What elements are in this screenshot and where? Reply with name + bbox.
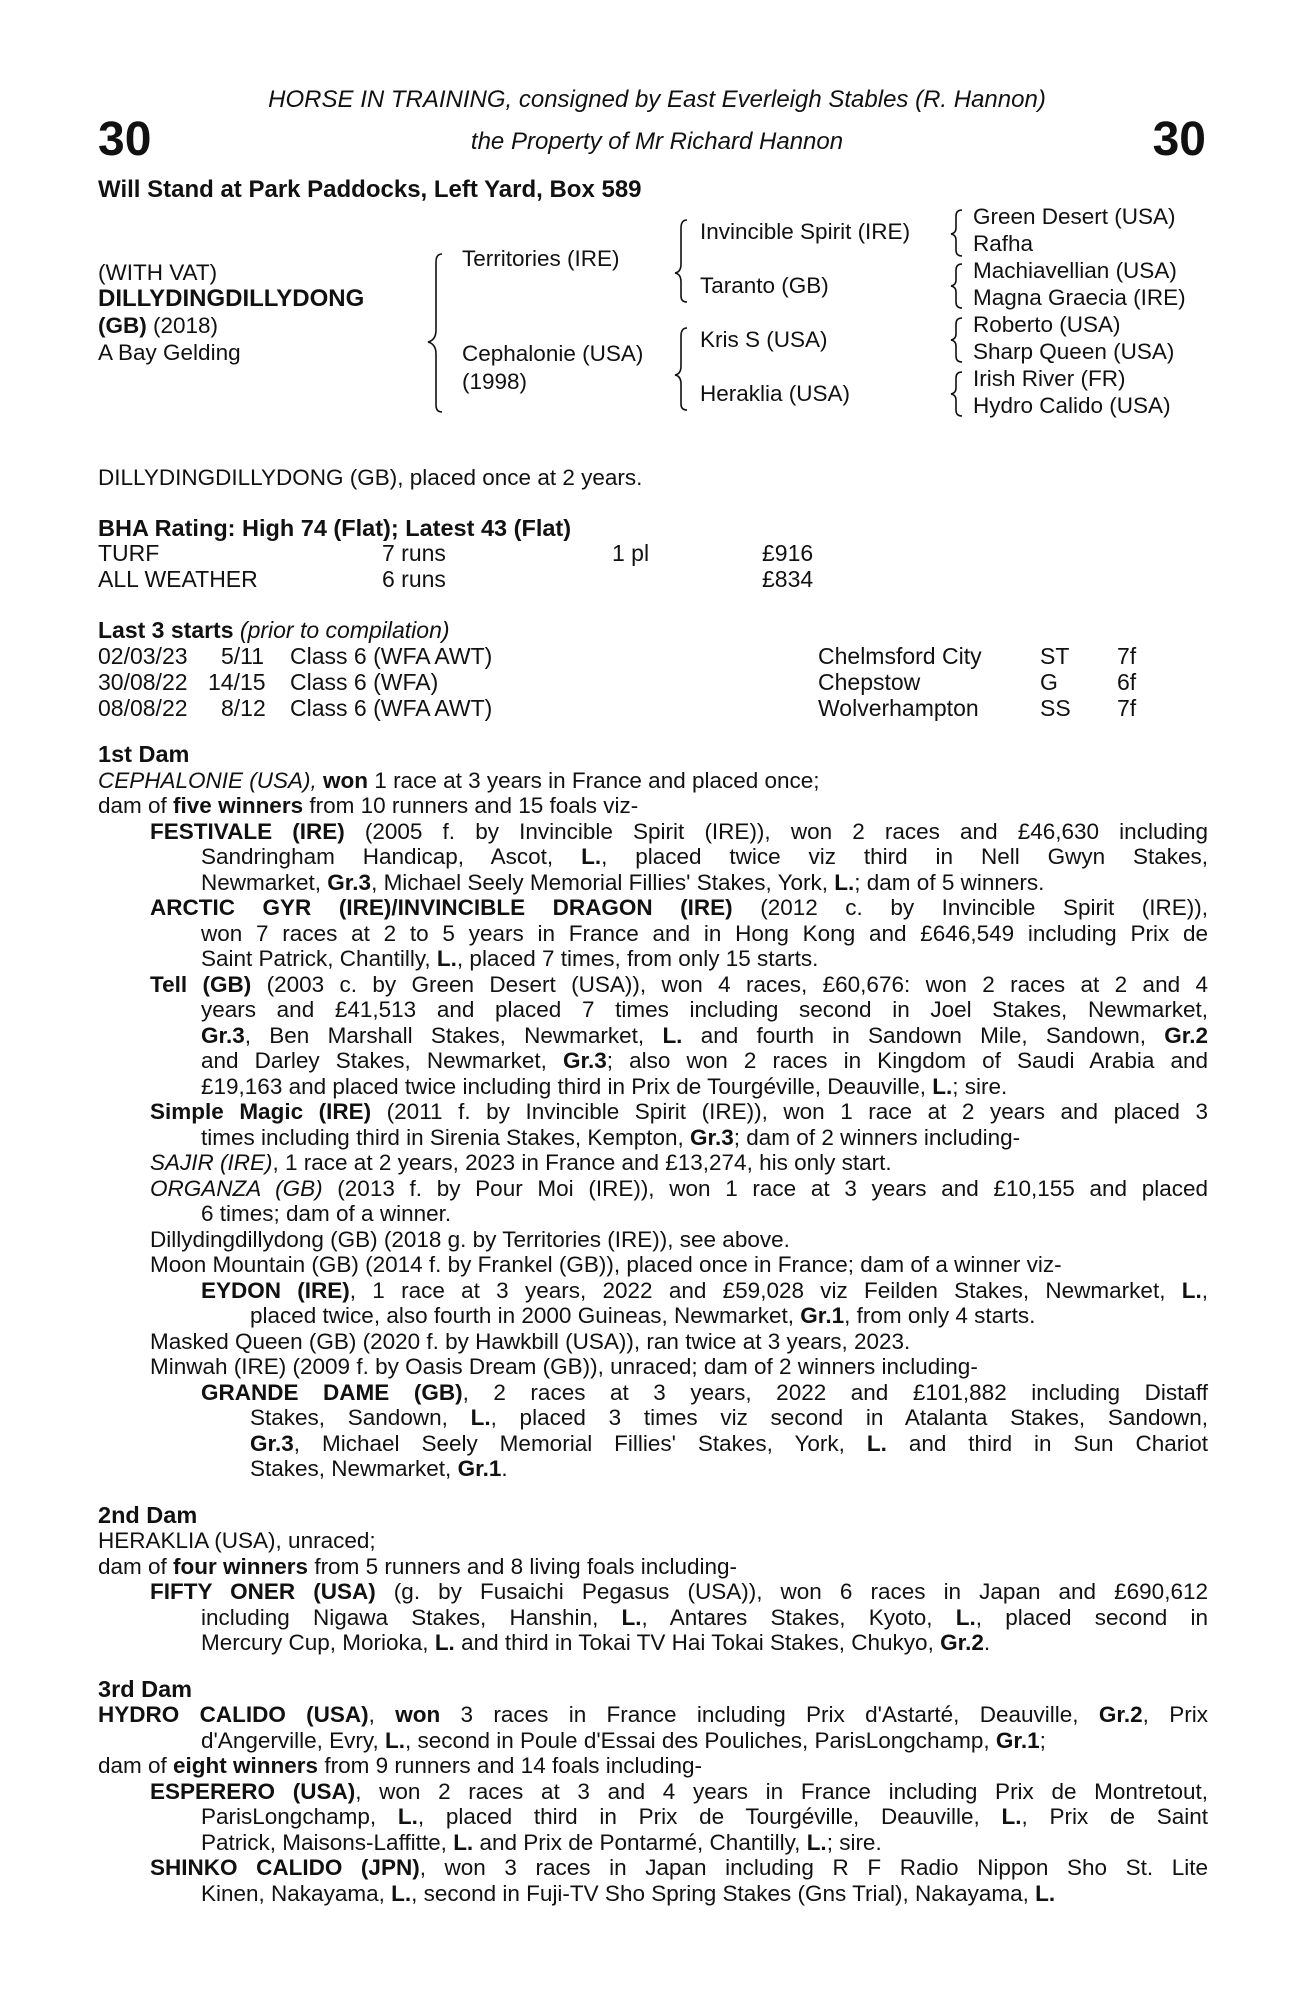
g-brace-2 — [951, 264, 962, 308]
progeny-organza-line2: 6 times; dam of a winner. — [201, 1201, 452, 1226]
progeny-esperero-line2: ParisLongchamp, L., placed third in Prix de Tourgéville, Deauville, L., Prix de Saint — [201, 1804, 1208, 1829]
start-race: Class 6 (WFA AWT) — [290, 695, 493, 721]
sire-brace — [675, 220, 687, 302]
pedigree-g8: Hydro Calido (USA) — [973, 393, 1171, 418]
third-dam-line3: dam of eight winners from 9 runners and 14 foals including- — [98, 1753, 703, 1778]
stand-line: Will Stand at Park Paddocks, Left Yard, Box 589 — [98, 176, 642, 203]
pedigree-g3: Machiavellian (USA) — [973, 258, 1177, 283]
first-dam-line1: CEPHALONIE (USA), won 1 race at 3 years in France and placed once; — [98, 767, 820, 793]
progeny-fifty-oner-line3: Mercury Cup, Morioka, L. and third in Tokai TV Hai Tokai Stakes, Chukyo, Gr.2. — [201, 1630, 991, 1655]
progeny-sajir: SAJIR (IRE), 1 race at 2 years, 2023 in France and £13,274, his only start. — [150, 1150, 892, 1175]
start-distance: 7f — [1117, 695, 1137, 721]
progeny-arctic-gyr-line2: won 7 races at 2 to 5 years in France and in Hong Kong and £646,549 including Prix de — [201, 920, 1208, 946]
progeny-eydon-line2: placed twice, also fourth in 2000 Guineas, Newmarket, Gr.1, from only 4 starts. — [250, 1303, 1036, 1328]
progeny-arctic-gyr: ARCTIC GYR (IRE)/INVINCIBLE DRAGON (IRE) (2012 c. by Invincible Spirit (IRE)), — [150, 895, 1208, 920]
progeny-organza: ORGANZA (GB) (2013 f. by Pour Moi (IRE)), won 1 race at 3 years and £10,155 and placed — [150, 1175, 1209, 1201]
progeny-grande-dame-line4: Stakes, Newmarket, Gr.1. — [250, 1456, 508, 1481]
rating-earnings-aw: £834 — [762, 566, 814, 592]
progeny-festivale: FESTIVALE (IRE) (2005 f. by Invincible Spirit (IRE)), won 2 races and £46,630 including — [150, 818, 1208, 844]
progeny-arctic-gyr-line3: Saint Patrick, Chantilly, L., placed 7 times, from only 15 starts. — [201, 946, 819, 971]
first-dam-line2: dam of five winners from 10 runners and 15 foals viz- — [98, 793, 639, 818]
header-property: the Property of Mr Richard Hannon — [470, 128, 844, 155]
progeny-tell-line2: years and £41,513 and placed 7 times including second in Joel Stakes, Newmarket, — [201, 997, 1208, 1022]
last-starts-title: Last 3 starts — [98, 617, 234, 643]
progeny-fifty-oner-line2: including Nigawa Stakes, Hanshin, L., Antares Stakes, Kyoto, L., placed second in — [201, 1604, 1208, 1630]
first-dam-heading: 1st Dam — [98, 741, 190, 767]
pedigree-dam-year: (1998) — [462, 369, 528, 394]
progeny-simple-magic-line2: times including third in Sirenia Stakes, Kempton, Gr.3; dam of 2 winners including- — [201, 1124, 1021, 1150]
progeny-shinko-calido: SHINKO CALIDO (JPN), won 3 races in Japan including R F Radio Nippon Sho St. Lite — [150, 1855, 1209, 1880]
g-brace-1 — [951, 210, 962, 256]
pedigree-sire: Territories (IRE) — [462, 246, 620, 271]
pedigree-g1: Green Desert (USA) — [973, 204, 1176, 229]
pedigree-dam-dam: Heraklia (USA) — [700, 381, 851, 406]
pedigree-g5: Roberto (USA) — [973, 312, 1121, 337]
horse-country: (GB) — [98, 313, 147, 338]
dam-brace — [675, 328, 687, 410]
progeny-esperero: ESPERERO (USA), won 2 races at 3 and 4 years in France including Prix de Montretout, — [150, 1778, 1208, 1804]
second-dam-line1: HERAKLIA (USA), unraced; — [98, 1528, 376, 1553]
progeny-festivale-line3: Newmarket, Gr.3, Michael Seely Memorial Fillies' Stakes, York, L.; dam of 5 winners. — [201, 869, 1045, 895]
dam-section — [98, 742, 1208, 1906]
rating-runs-turf: 7 runs — [382, 540, 446, 566]
progeny-shinko-calido-line2: Kinen, Nakayama, L., second in Fuji-TV Sho Spring Stakes (Gns Trial), Nakayama, L. — [201, 1880, 1056, 1906]
progeny-eydon: EYDON (IRE), 1 race at 3 years, 2022 and £59,028 viz Feilden Stakes, Newmarket, L., — [201, 1277, 1208, 1303]
progeny-festivale-line2: Sandringham Handicap, Ascot, L., placed twice viz third in Nell Gwyn Stakes, — [201, 844, 1209, 869]
progeny-tell-line4: and Darley Stakes, Newmarket, Gr.3; also won 2 races in Kingdom of Saudi Arabia and — [201, 1048, 1209, 1073]
g-brace-4 — [951, 372, 962, 416]
rating-runs-aw: 6 runs — [382, 566, 446, 592]
pedigree-g4: Magna Graecia (IRE) — [973, 285, 1186, 310]
progeny-grande-dame-line2: Stakes, Sandown, L., placed 3 times viz second in Atalanta Stakes, Sandown, — [250, 1405, 1208, 1430]
horse-description: A Bay Gelding — [98, 340, 241, 365]
lot-number-right: 30 — [1152, 113, 1206, 166]
progeny-simple-magic: Simple Magic (IRE) (2011 f. by Invincible Spirit (IRE)), won 1 race at 2 years and placed 3 — [150, 1099, 1208, 1124]
start-date: 30/08/22 — [98, 669, 188, 695]
rating-surface-turf: TURF — [98, 540, 160, 566]
rating-placed-turf: 1 pl — [612, 540, 650, 566]
start-going: ST — [1040, 643, 1070, 669]
progeny-tell-line3: Gr.3, Ben Marshall Stakes, Newmarket, L. and fourth in Sandown Mile, Sandown, Gr.2 — [201, 1022, 1208, 1048]
vat-label: (WITH VAT) — [98, 260, 218, 285]
start-date: 08/08/22 — [98, 695, 188, 721]
pedigree-g7: Irish River (FR) — [973, 366, 1126, 391]
pedigree-dam: Cephalonie (USA) — [462, 341, 644, 366]
last-starts-note: (prior to compilation) — [233, 617, 450, 643]
pedigree-dam-sire: Kris S (USA) — [700, 327, 828, 352]
start-position: 14/15 — [208, 669, 266, 695]
bha-rating-heading: BHA Rating: High 74 (Flat); Latest 43 (Flat) — [98, 515, 572, 541]
progeny-minwah: Minwah (IRE) (2009 f. by Oasis Dream (GB)), unraced; dam of 2 winners including- — [150, 1354, 978, 1379]
progeny-grande-dame: GRANDE DAME (GB), 2 races at 3 years, 2022 and £101,882 including Distaff — [201, 1379, 1208, 1405]
progeny-dillydingdillydong: Dillydingdillydong (GB) (2018 g. by Territories (IRE)), see above. — [150, 1226, 790, 1252]
third-dam-line1: HYDRO CALIDO (USA), won 3 races in France including Prix d'Astarté, Deauville, Gr.2, Prix — [98, 1702, 1208, 1727]
pedigree-g6: Sharp Queen (USA) — [973, 339, 1175, 364]
start-course: Chelmsford City — [818, 643, 982, 669]
pedigree-sire-dam: Taranto (GB) — [700, 273, 829, 298]
start-going: SS — [1040, 695, 1071, 721]
progeny-esperero-line3: Patrick, Maisons-Laffitte, L. and Prix de Pontarmé, Chantilly, L.; sire. — [201, 1829, 882, 1855]
second-dam-heading: 2nd Dam — [98, 1501, 198, 1528]
start-race: Class 6 (WFA AWT) — [290, 643, 493, 669]
third-dam-heading: 3rd Dam — [98, 1675, 193, 1702]
progeny-masked-queen: Masked Queen (GB) (2020 f. by Hawkbill (USA)), ran twice at 3 years, 2023. — [150, 1328, 911, 1354]
pedigree-g2: Rafha — [973, 231, 1034, 256]
horse-summary: DILLYDINGDILLYDONG (GB), placed once at 2 years. — [98, 465, 643, 490]
start-distance: 6f — [1117, 669, 1137, 695]
header-consignor: HORSE IN TRAINING, consigned by East Everleigh Stables (R. Hannon) — [268, 86, 1046, 113]
last-starts-heading — [98, 617, 450, 644]
start-distance: 7f — [1117, 643, 1137, 669]
third-dam-line2: d'Angerville, Evry, L., second in Poule d'Essai des Pouliches, ParisLongchamp, Gr.1; — [201, 1727, 1046, 1753]
progeny-fifty-oner: FIFTY ONER (USA) (g. by Fusaichi Pegasus (USA)), won 6 races in Japan and £690,612 — [150, 1579, 1208, 1604]
progeny-moon-mountain: Moon Mountain (GB) (2014 f. by Frankel (GB)), placed once in France; dam of a winner viz- — [150, 1252, 1062, 1277]
start-course: Chepstow — [818, 669, 921, 695]
horse-name: DILLYDINGDILLYDONG — [98, 285, 365, 312]
second-dam-line2: dam of four winners from 5 runners and 8 living foals including- — [98, 1553, 738, 1579]
rating-earnings-turf: £916 — [762, 540, 814, 566]
progeny-grande-dame-line3: Gr.3, Michael Seely Memorial Fillies' Stakes, York, L. and third in Sun Chariot — [250, 1430, 1208, 1456]
start-course: Wolverhampton — [818, 695, 979, 721]
pedigree-sire-sire: Invincible Spirit (IRE) — [700, 219, 911, 244]
start-position: 8/12 — [221, 695, 266, 721]
lot-number-left: 30 — [98, 113, 152, 166]
start-going: G — [1040, 669, 1058, 695]
rating-surface-aw: ALL WEATHER — [98, 566, 258, 592]
main-brace — [428, 254, 442, 412]
progeny-tell-line5: £19,163 and placed twice including third in Prix de Tourgéville, Deauville, L.; sire. — [201, 1073, 1008, 1099]
start-position: 5/11 — [221, 643, 265, 669]
horse-year: (2018) — [146, 313, 219, 338]
g-brace-3 — [951, 318, 962, 362]
progeny-tell: Tell (GB) (2003 c. by Green Desert (USA)), won 4 races, £60,676: won 2 races at 2 and 4 — [150, 971, 1208, 997]
start-date: 02/03/23 — [98, 643, 188, 669]
start-race: Class 6 (WFA) — [290, 669, 439, 695]
